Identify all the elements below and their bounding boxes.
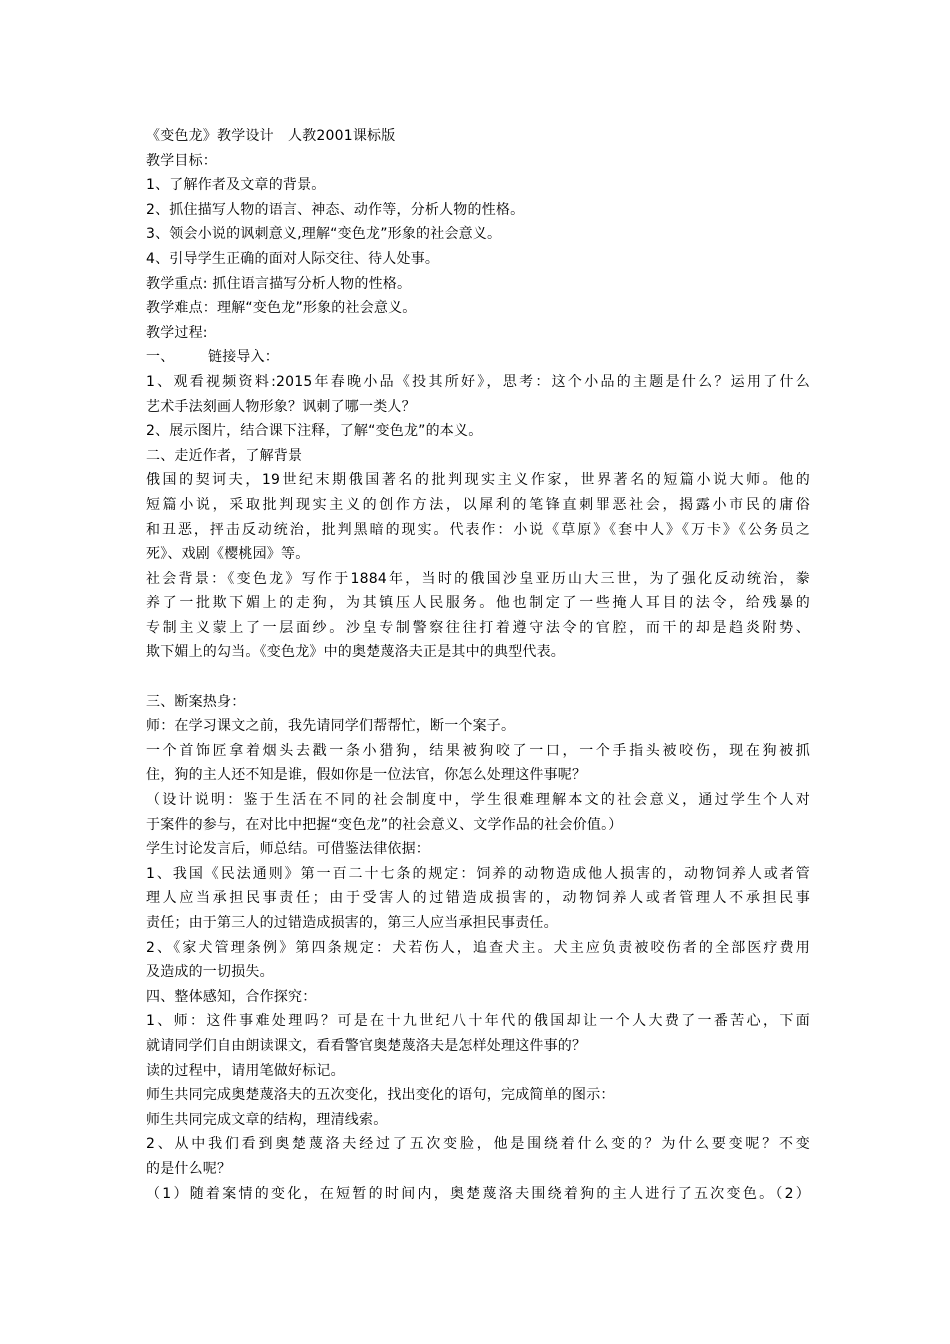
summary-line: 学生讨论发言后，师总结。可借鉴法律依据： (146, 841, 430, 858)
section4-heading: 四、整体感知，合作探究： (146, 988, 317, 1005)
complete-line: 师生共同完成文章的结构，理清线索。 (146, 1111, 388, 1128)
key-point: 教学重点: 抓住语言描写分析人物的性格。 (146, 275, 412, 292)
author-line: 死》、戏剧《樱桃园》等。 (146, 546, 310, 563)
answer-line: （1）随着案情的变化，在短暂的时间内，奥楚蔑洛夫围绕着狗的主人进行了五次变色。（2） (146, 1185, 810, 1202)
section1-item1-line: 1、观看视频资料:2015年春晚小品《投其所好》，思考：这个小品的主题是什么？运用了什么 (146, 373, 810, 390)
document-title: 《变色龙》教学设计 人教2001课标版 (146, 128, 396, 144)
section1-item1-line: 艺术手法刻画人物形象？讽刺了哪一类人？ (146, 398, 416, 415)
author-line: 短篇小说，采取批判现实主义的创作方法，以犀利的笔锋直刺罪恶社会，揭露小市民的庸俗 (146, 496, 810, 513)
process-heading: 教学过程: (146, 324, 208, 341)
design-note-line: （设计说明：鉴于生活在不同的社会制度中，学生很难理解本文的社会意义，通过学生个人对 (146, 792, 810, 809)
law2-line: 2、《家犬管理条例》第四条规定：犬若伤人，追查犬主。犬主应负责被咬伤者的全部医疗费用 (146, 939, 810, 956)
section4-item1-line: 1、师：这件事难处理吗？可是在十九世纪八十年代的俄国却让一个人大费了一番苦心，下面 (146, 1013, 810, 1030)
objective-item: 1、了解作者及文章的背景。 (146, 177, 326, 194)
reading-note: 读的过程中，请用笔做好标记。 (146, 1062, 345, 1079)
section3-heading: 三、断案热身： (146, 693, 246, 710)
objective-item: 4、引导学生正确的面对人际交往、待人处事。 (146, 250, 440, 267)
section2-heading: 二、走近作者，了解背景 (146, 447, 303, 464)
author-line: 俄国的契诃夫，19世纪末期俄国著名的批判现实主义作家，世界著名的短篇小说大师。他的 (146, 472, 810, 489)
section1-title: 链接导入： (208, 349, 279, 366)
section1-heading (146, 345, 810, 370)
section1-item2: 2、展示图片，结合课下注释，了解“变色龙”的本义。 (146, 423, 483, 440)
complete-line: 师生共同完成奥楚蔑洛夫的五次变化，找出变化的语句，完成简单的图示： (146, 1087, 615, 1104)
law2-line: 及造成的一切损失。 (146, 964, 274, 981)
law1-line: 理人应当承担民事责任；由于受害人的过错造成损害的，动物饲养人或者管理人不承担民事 (146, 890, 810, 907)
background-line: 社会背景：《变色龙》写作于1884年，当时的俄国沙皇亚历山大三世，为了强化反动统治，豢 (146, 570, 810, 587)
case-line: 一个首饰匠拿着烟头去戳一条小猎狗，结果被狗咬了一口，一个手指头被咬伤，现在狗被抓 (146, 742, 810, 759)
document-body (146, 124, 810, 1206)
spacer (146, 665, 810, 690)
background-line: 养了一批欺下媚上的走狗，为其镇压人民服务。他也制定了一些掩人耳目的法令，给残暴的 (146, 595, 810, 612)
section4-item2-line: 的是什么呢？ (146, 1160, 232, 1177)
background-line: 专制主义蒙上了一层面纱。沙皇专制警察往往打着遵守法令的官腔，而干的却是趋炎附势、 (146, 619, 810, 636)
author-line: 和丑恶，抨击反动统治，批判黑暗的现实。代表作：小说《草原》《套中人》《万卡》《公务员之 (146, 521, 810, 538)
law1-line: 责任；由于第三人的过错造成损害的，第三人应当承担民事责任。 (146, 915, 558, 931)
section4-item2-line: 2、从中我们看到奥楚蔑洛夫经过了五次变脸，他是围绕着什么变的？为什么要变呢？不变 (146, 1136, 810, 1153)
case-line: 住，狗的主人还不知是谁，假如你是一位法官，你怎么处理这件事呢？ (146, 767, 587, 784)
section1-number: 一、 (146, 349, 175, 366)
teacher-line: 师：在学习课文之前，我先请同学们帮帮忙，断一个案子。 (146, 718, 516, 735)
background-line: 欺下媚上的勾当。《变色龙》中的奥楚蔑洛夫正是其中的典型代表。 (146, 644, 565, 661)
objective-item: 3、领会小说的讽刺意义,理解“变色龙”形象的社会意义。 (146, 226, 502, 243)
section4-item1-line: 就请同学们自由朗读课文，看看警官奥楚蔑洛夫是怎样处理这件事的？ (146, 1037, 587, 1054)
design-note-line: 于案件的参与，在对比中把握“变色龙”的社会意义、文学作品的社会价值。） (146, 816, 623, 833)
objectives-heading: 教学目标： (146, 152, 217, 169)
law1-line: 1、我国《民法通则》第一百二十七条的规定：饲养的动物造成他人损害的，动物饲养人或者管 (146, 865, 810, 882)
difficulty: 教学难点：理解“变色龙”形象的社会意义。 (146, 300, 417, 317)
objective-item: 2、抓住描写人物的语言、神态、动作等，分析人物的性格。 (146, 201, 525, 218)
